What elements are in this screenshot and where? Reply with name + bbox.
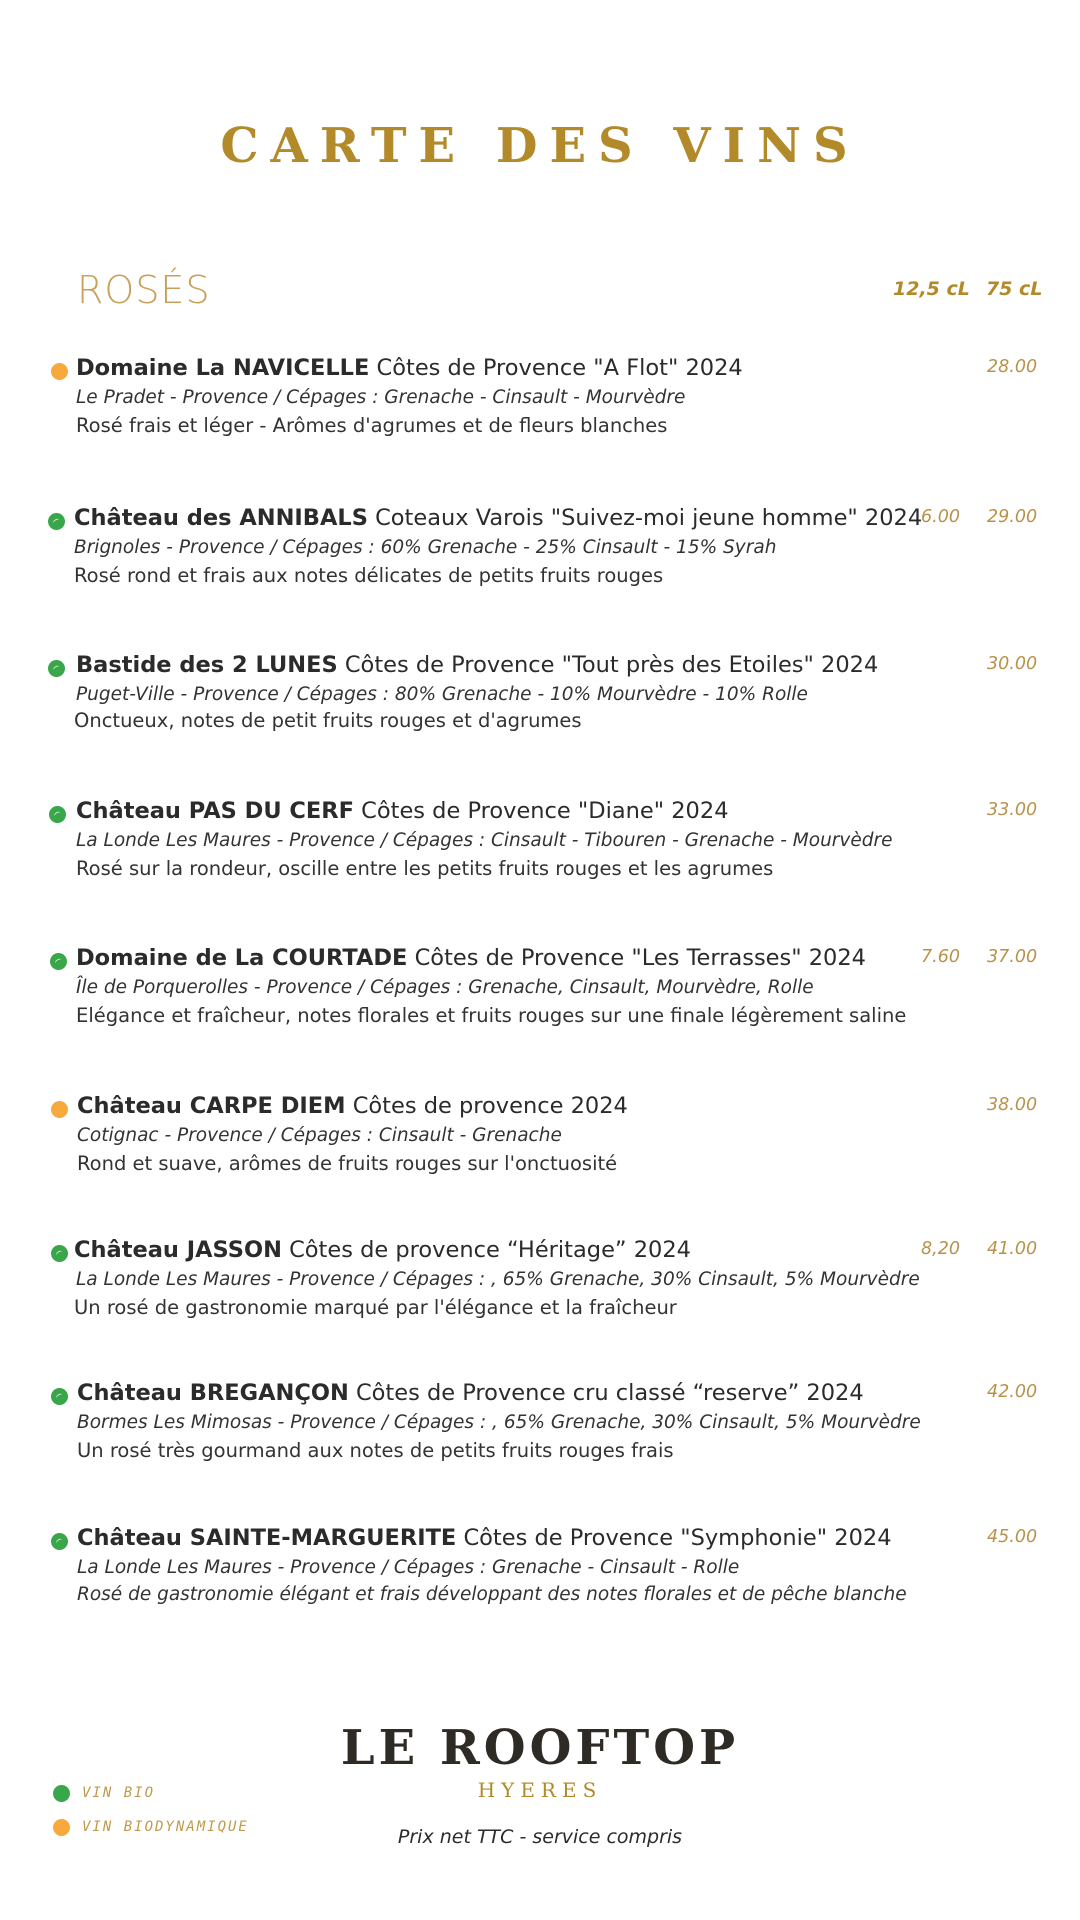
bio-leaf-icon bbox=[51, 1388, 68, 1405]
legend-bio-label: VIN BIO bbox=[82, 1785, 156, 1801]
price-bottle: 38.00 bbox=[987, 1095, 1038, 1115]
wine-description: Un rosé très gourmand aux notes de petits fruits rouges frais bbox=[77, 1439, 674, 1462]
bio-leaf-icon bbox=[51, 1245, 68, 1262]
wine-origin: La Londe Les Maures - Provence / Cépages : , 65% Grenache, 30% Cinsault, 5% Mourvèdre bbox=[76, 1269, 920, 1290]
price-bottle: 30.00 bbox=[987, 654, 1038, 674]
section-heading-roses: ROSÉS bbox=[77, 268, 211, 312]
wine-name: Côtes de Provence cru classé “reserve” 2024 bbox=[355, 1380, 864, 1406]
wine-producer: Château SAINTE-MARGUERITE bbox=[77, 1525, 457, 1551]
wine-description: Elégance et fraîcheur, notes florales et fruits rouges sur une finale légèrement saline bbox=[76, 1004, 907, 1027]
menu-title: CARTE DES VINS bbox=[220, 118, 860, 174]
biodynamic-dot-icon bbox=[53, 1819, 70, 1836]
bio-leaf-icon bbox=[48, 660, 65, 677]
legend-biodynamic-label: VIN BIODYNAMIQUE bbox=[82, 1819, 249, 1835]
wine-entry bbox=[0, 1380, 1080, 1480]
wine-description: Onctueux, notes de petit fruits rouges et d'agrumes bbox=[74, 709, 582, 732]
wine-entry bbox=[0, 1237, 1080, 1337]
wine-title bbox=[74, 505, 922, 531]
wine-origin: Bormes Les Mimosas - Provence / Cépages : , 65% Grenache, 30% Cinsault, 5% Mourvèdre bbox=[77, 1412, 921, 1433]
wine-entry bbox=[0, 798, 1080, 898]
bio-leaf-icon bbox=[50, 953, 67, 970]
wine-producer: Domaine de La COURTADE bbox=[76, 945, 408, 971]
wine-producer: Château PAS DU CERF bbox=[76, 798, 354, 824]
wine-name: Côtes de Provence "A Flot" 2024 bbox=[376, 355, 743, 381]
wine-entry bbox=[0, 945, 1080, 1045]
wine-title bbox=[76, 355, 743, 381]
wine-producer: Château BREGANÇON bbox=[77, 1380, 349, 1406]
wine-producer: Bastide des 2 LUNES bbox=[76, 652, 338, 678]
price-bottle: 33.00 bbox=[987, 800, 1038, 820]
brand-location: HYERES bbox=[477, 1778, 603, 1802]
bio-leaf-icon bbox=[49, 806, 66, 823]
price-bottle: 37.00 bbox=[987, 947, 1038, 967]
column-header-glass: 12,5 cL bbox=[893, 278, 970, 300]
biodynamic-dot-icon bbox=[51, 1101, 68, 1118]
wine-description: Rosé frais et léger - Arômes d'agrumes et de fleurs blanches bbox=[76, 414, 668, 437]
price-bottle: 28.00 bbox=[987, 357, 1038, 377]
wine-entry bbox=[0, 652, 1080, 752]
wine-name: Côtes de Provence "Tout près des Etoiles" 2024 bbox=[344, 652, 879, 678]
wine-producer: Château des ANNIBALS bbox=[74, 505, 368, 531]
wine-name: Côtes de Provence "Symphonie" 2024 bbox=[463, 1525, 892, 1551]
wine-origin: La Londe Les Maures - Provence / Cépages : Cinsault - Tibouren - Grenache - Mourvèdre bbox=[76, 830, 893, 851]
wine-entry bbox=[0, 505, 1080, 605]
wine-title bbox=[77, 1093, 628, 1119]
wine-name: Côtes de Provence "Les Terrasses" 2024 bbox=[414, 945, 866, 971]
price-glass: 8,20 bbox=[921, 1239, 960, 1259]
bio-leaf-icon bbox=[53, 1785, 70, 1802]
brand-logo-text: LE ROOFTOP bbox=[340, 1720, 740, 1776]
price-glass: 7.60 bbox=[921, 947, 960, 967]
price-glass: 6.00 bbox=[921, 507, 960, 527]
biodynamic-dot-icon bbox=[51, 363, 68, 380]
wine-origin: Cotignac - Provence / Cépages : Cinsault - Grenache bbox=[77, 1125, 562, 1146]
wine-description: Un rosé de gastronomie marqué par l'élégance et la fraîcheur bbox=[74, 1296, 677, 1319]
column-header-bottle: 75 cL bbox=[986, 278, 1043, 300]
wine-name: Côtes de provence “Héritage” 2024 bbox=[289, 1237, 691, 1263]
wine-entry bbox=[0, 355, 1080, 455]
wine-producer: Château JASSON bbox=[74, 1237, 282, 1263]
wine-title bbox=[77, 1525, 892, 1551]
wine-title bbox=[76, 652, 878, 678]
wine-title bbox=[76, 798, 729, 824]
price-note: Prix net TTC - service compris bbox=[397, 1826, 683, 1848]
wine-origin: Puget-Ville - Provence / Cépages : 80% Grenache - 10% Mourvèdre - 10% Rolle bbox=[76, 684, 808, 705]
wine-title bbox=[76, 945, 866, 971]
bio-leaf-icon bbox=[51, 1533, 68, 1550]
wine-origin: Brignoles - Provence / Cépages : 60% Grenache - 25% Cinsault - 15% Syrah bbox=[74, 537, 777, 558]
wine-producer: Domaine La NAVICELLE bbox=[76, 355, 370, 381]
wine-title bbox=[74, 1237, 691, 1263]
wine-description: Rosé sur la rondeur, oscille entre les petits fruits rouges et les agrumes bbox=[76, 857, 774, 880]
price-bottle: 45.00 bbox=[987, 1527, 1038, 1547]
wine-origin: Le Pradet - Provence / Cépages : Grenache - Cinsault - Mourvèdre bbox=[76, 387, 686, 408]
wine-description: Rosé de gastronomie élégant et frais développant des notes florales et de pêche blanche bbox=[77, 1584, 907, 1605]
wine-description: Rosé rond et frais aux notes délicates de petits fruits rouges bbox=[74, 564, 664, 587]
price-bottle: 29.00 bbox=[987, 507, 1038, 527]
wine-entry bbox=[0, 1093, 1080, 1193]
wine-origin: Île de Porquerolles - Provence / Cépages : Grenache, Cinsault, Mourvèdre, Rolle bbox=[76, 977, 814, 998]
wine-name: Coteaux Varois "Suivez-moi jeune homme" 2024 bbox=[375, 505, 923, 531]
wine-name: Côtes de provence 2024 bbox=[352, 1093, 628, 1119]
wine-entry bbox=[0, 1525, 1080, 1625]
wine-name: Côtes de Provence "Diane" 2024 bbox=[361, 798, 729, 824]
price-bottle: 42.00 bbox=[987, 1382, 1038, 1402]
wine-origin: La Londe Les Maures - Provence / Cépages : Grenache - Cinsault - Rolle bbox=[77, 1557, 740, 1578]
bio-leaf-icon bbox=[48, 513, 65, 530]
wine-description: Rond et suave, arômes de fruits rouges sur l'onctuosité bbox=[77, 1152, 618, 1175]
wine-title bbox=[77, 1380, 864, 1406]
price-bottle: 41.00 bbox=[987, 1239, 1038, 1259]
wine-producer: Château CARPE DIEM bbox=[77, 1093, 346, 1119]
